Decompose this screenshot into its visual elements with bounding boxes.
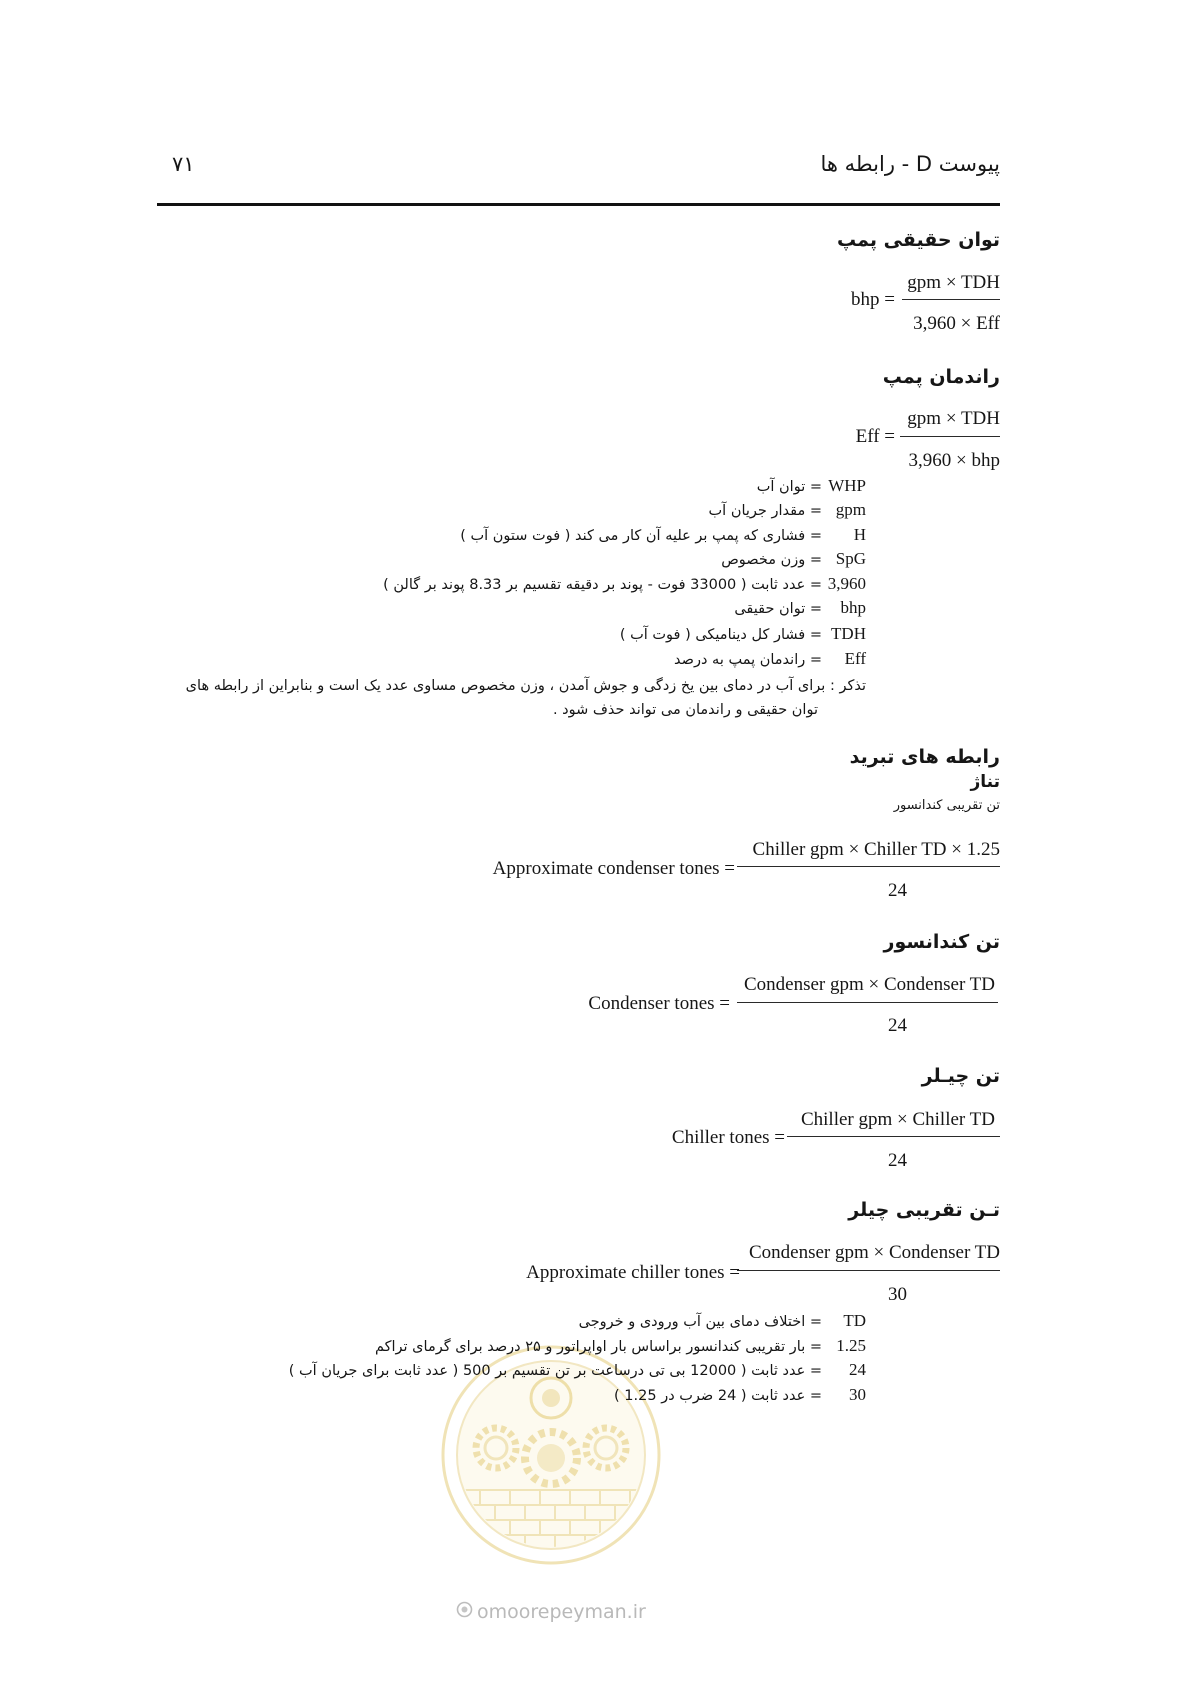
section-heading-refrigeration: رابطه های تبرید bbox=[849, 746, 1000, 768]
definition-symbol: H bbox=[853, 525, 866, 544]
approx-condenser-denominator: 24 bbox=[888, 880, 907, 901]
approx-chiller-fraction-bar bbox=[737, 1270, 1000, 1271]
eff-formula-denominator: 3,960 × bhp bbox=[908, 450, 1000, 471]
site-logo-icon bbox=[456, 1600, 473, 1624]
definition-text: = توان آب bbox=[756, 479, 822, 495]
definition-text: = فشار کل دینامیکی ( فوت آب ) bbox=[619, 627, 822, 643]
definition-text: = عدد ثابت ( 33000 فوت - پوند بر دقیقه تقسیم بر 8.33 پوند بر گالن ) bbox=[383, 577, 822, 593]
definition-text: = راندمان پمپ به درصد bbox=[674, 652, 822, 668]
definition-text: = عدد ثابت ( 12000 بی تی درساعت بر تن تقسیم بر 500 ( عدد ثابت برای جریان آب ) bbox=[288, 1363, 822, 1379]
approx-condenser-fraction-bar bbox=[737, 866, 1000, 867]
definition-symbol: TD bbox=[843, 1311, 866, 1330]
note-line-1: تذکر : برای آب در دمای بین یخ زدگی و جوش آمدن ، وزن مخصوص مساوی عدد یک است و بنابراین از رابطه های bbox=[185, 678, 866, 694]
bhp-formula-fraction-bar bbox=[902, 299, 1000, 300]
eff-formula-numerator: gpm × TDH bbox=[907, 408, 1000, 429]
definition-text: = مقدار جریان آب bbox=[708, 503, 822, 519]
approx-chiller-denominator: 30 bbox=[888, 1284, 907, 1305]
approx-condenser-numerator: Chiller gpm × Chiller TD × 1.25 bbox=[752, 839, 1000, 860]
definition-text: = بار تقریبی کندانسور براساس بار اواپراتور و ۲۵ درصد برای گرمای تراکم bbox=[374, 1339, 822, 1355]
chiller-label: Chiller tones = bbox=[671, 1127, 785, 1148]
definition-row bbox=[383, 574, 866, 595]
definition-text: = عدد ثابت ( 24 ضرب در 1.25 ) bbox=[614, 1388, 822, 1404]
definition-symbol: 30 bbox=[849, 1385, 866, 1404]
definition-symbol: gpm bbox=[835, 500, 866, 519]
approx-chiller-numerator: Condenser gpm × Condenser TD bbox=[749, 1242, 1000, 1263]
chiller-numerator: Chiller gpm × Chiller TD bbox=[800, 1109, 995, 1130]
definition-symbol: bhp bbox=[840, 598, 866, 617]
page-header-title: پیوست D - رابطه ها bbox=[820, 152, 1000, 176]
header-divider bbox=[157, 203, 1000, 206]
eff-formula-fraction-bar bbox=[900, 436, 1000, 437]
condenser-numerator: Condenser gpm × Condenser TD bbox=[744, 974, 995, 995]
definition-row bbox=[674, 649, 866, 670]
condenser-denominator: 24 bbox=[888, 1015, 907, 1036]
definition-text: = وزن مخصوص bbox=[721, 552, 822, 568]
subheading-tonnage: تناژ bbox=[970, 772, 1000, 792]
definition-symbol: 1.25 bbox=[836, 1336, 866, 1355]
definition-text: = فشاری که پمپ بر علیه آن کار می کند ( فوت ستون آب ) bbox=[460, 528, 822, 544]
bhp-formula-numerator: gpm × TDH bbox=[907, 272, 1000, 293]
section-heading-approx-chiller: تـن تقریبی چیلر bbox=[848, 1199, 1000, 1221]
page-number: ۷۱ bbox=[172, 152, 195, 176]
definition-symbol: TDH bbox=[831, 624, 866, 643]
note-line-2: توان حقیقی و راندمان می تواند حذف شود . bbox=[552, 702, 818, 718]
definition-row bbox=[460, 525, 866, 546]
definition-row bbox=[734, 598, 866, 619]
definition-symbol: 3,960 bbox=[827, 574, 866, 593]
eff-formula-label: Eff = bbox=[855, 426, 895, 447]
section-heading-condenser: تن کندانسور bbox=[883, 931, 1000, 953]
chiller-fraction-bar bbox=[787, 1136, 1000, 1137]
approx-chiller-label: Approximate chiller tones = bbox=[526, 1262, 740, 1283]
definition-row bbox=[709, 500, 866, 521]
approx-condenser-label: Approximate condenser tones = bbox=[492, 858, 735, 879]
definition-row bbox=[375, 1336, 866, 1357]
section-heading-pump-efficiency: راندمان پمپ bbox=[882, 366, 1000, 388]
definition-row bbox=[620, 624, 866, 645]
chiller-denominator: 24 bbox=[888, 1150, 907, 1171]
bhp-formula-denominator: 3,960 × Eff bbox=[913, 313, 1000, 334]
definition-row bbox=[614, 1385, 866, 1406]
condenser-fraction-bar bbox=[737, 1002, 998, 1003]
definition-row bbox=[579, 1311, 866, 1332]
definition-text: = توان حقیقی bbox=[734, 601, 822, 617]
bhp-formula-label: bhp = bbox=[851, 289, 895, 310]
definition-row bbox=[757, 476, 866, 497]
caption-approx-condenser: تن تقریبی کندانسور bbox=[893, 798, 1000, 813]
section-heading-pump-power: توان حقیقی پمپ bbox=[836, 229, 1000, 251]
definition-row bbox=[721, 549, 866, 570]
watermark-site bbox=[456, 1600, 646, 1624]
definition-symbol: WHP bbox=[828, 476, 866, 495]
definition-symbol: 24 bbox=[849, 1360, 866, 1379]
definition-symbol: Eff bbox=[844, 649, 866, 668]
watermark-site-text: omoorepeyman.ir bbox=[477, 1601, 646, 1623]
section-heading-chiller: تن چیـلر bbox=[921, 1065, 1000, 1087]
condenser-label: Condenser tones = bbox=[588, 993, 730, 1014]
definition-text: = اختلاف دمای بین آب ورودی و خروجی bbox=[578, 1314, 822, 1330]
definition-symbol: SpG bbox=[835, 549, 866, 568]
definition-row bbox=[289, 1360, 866, 1381]
